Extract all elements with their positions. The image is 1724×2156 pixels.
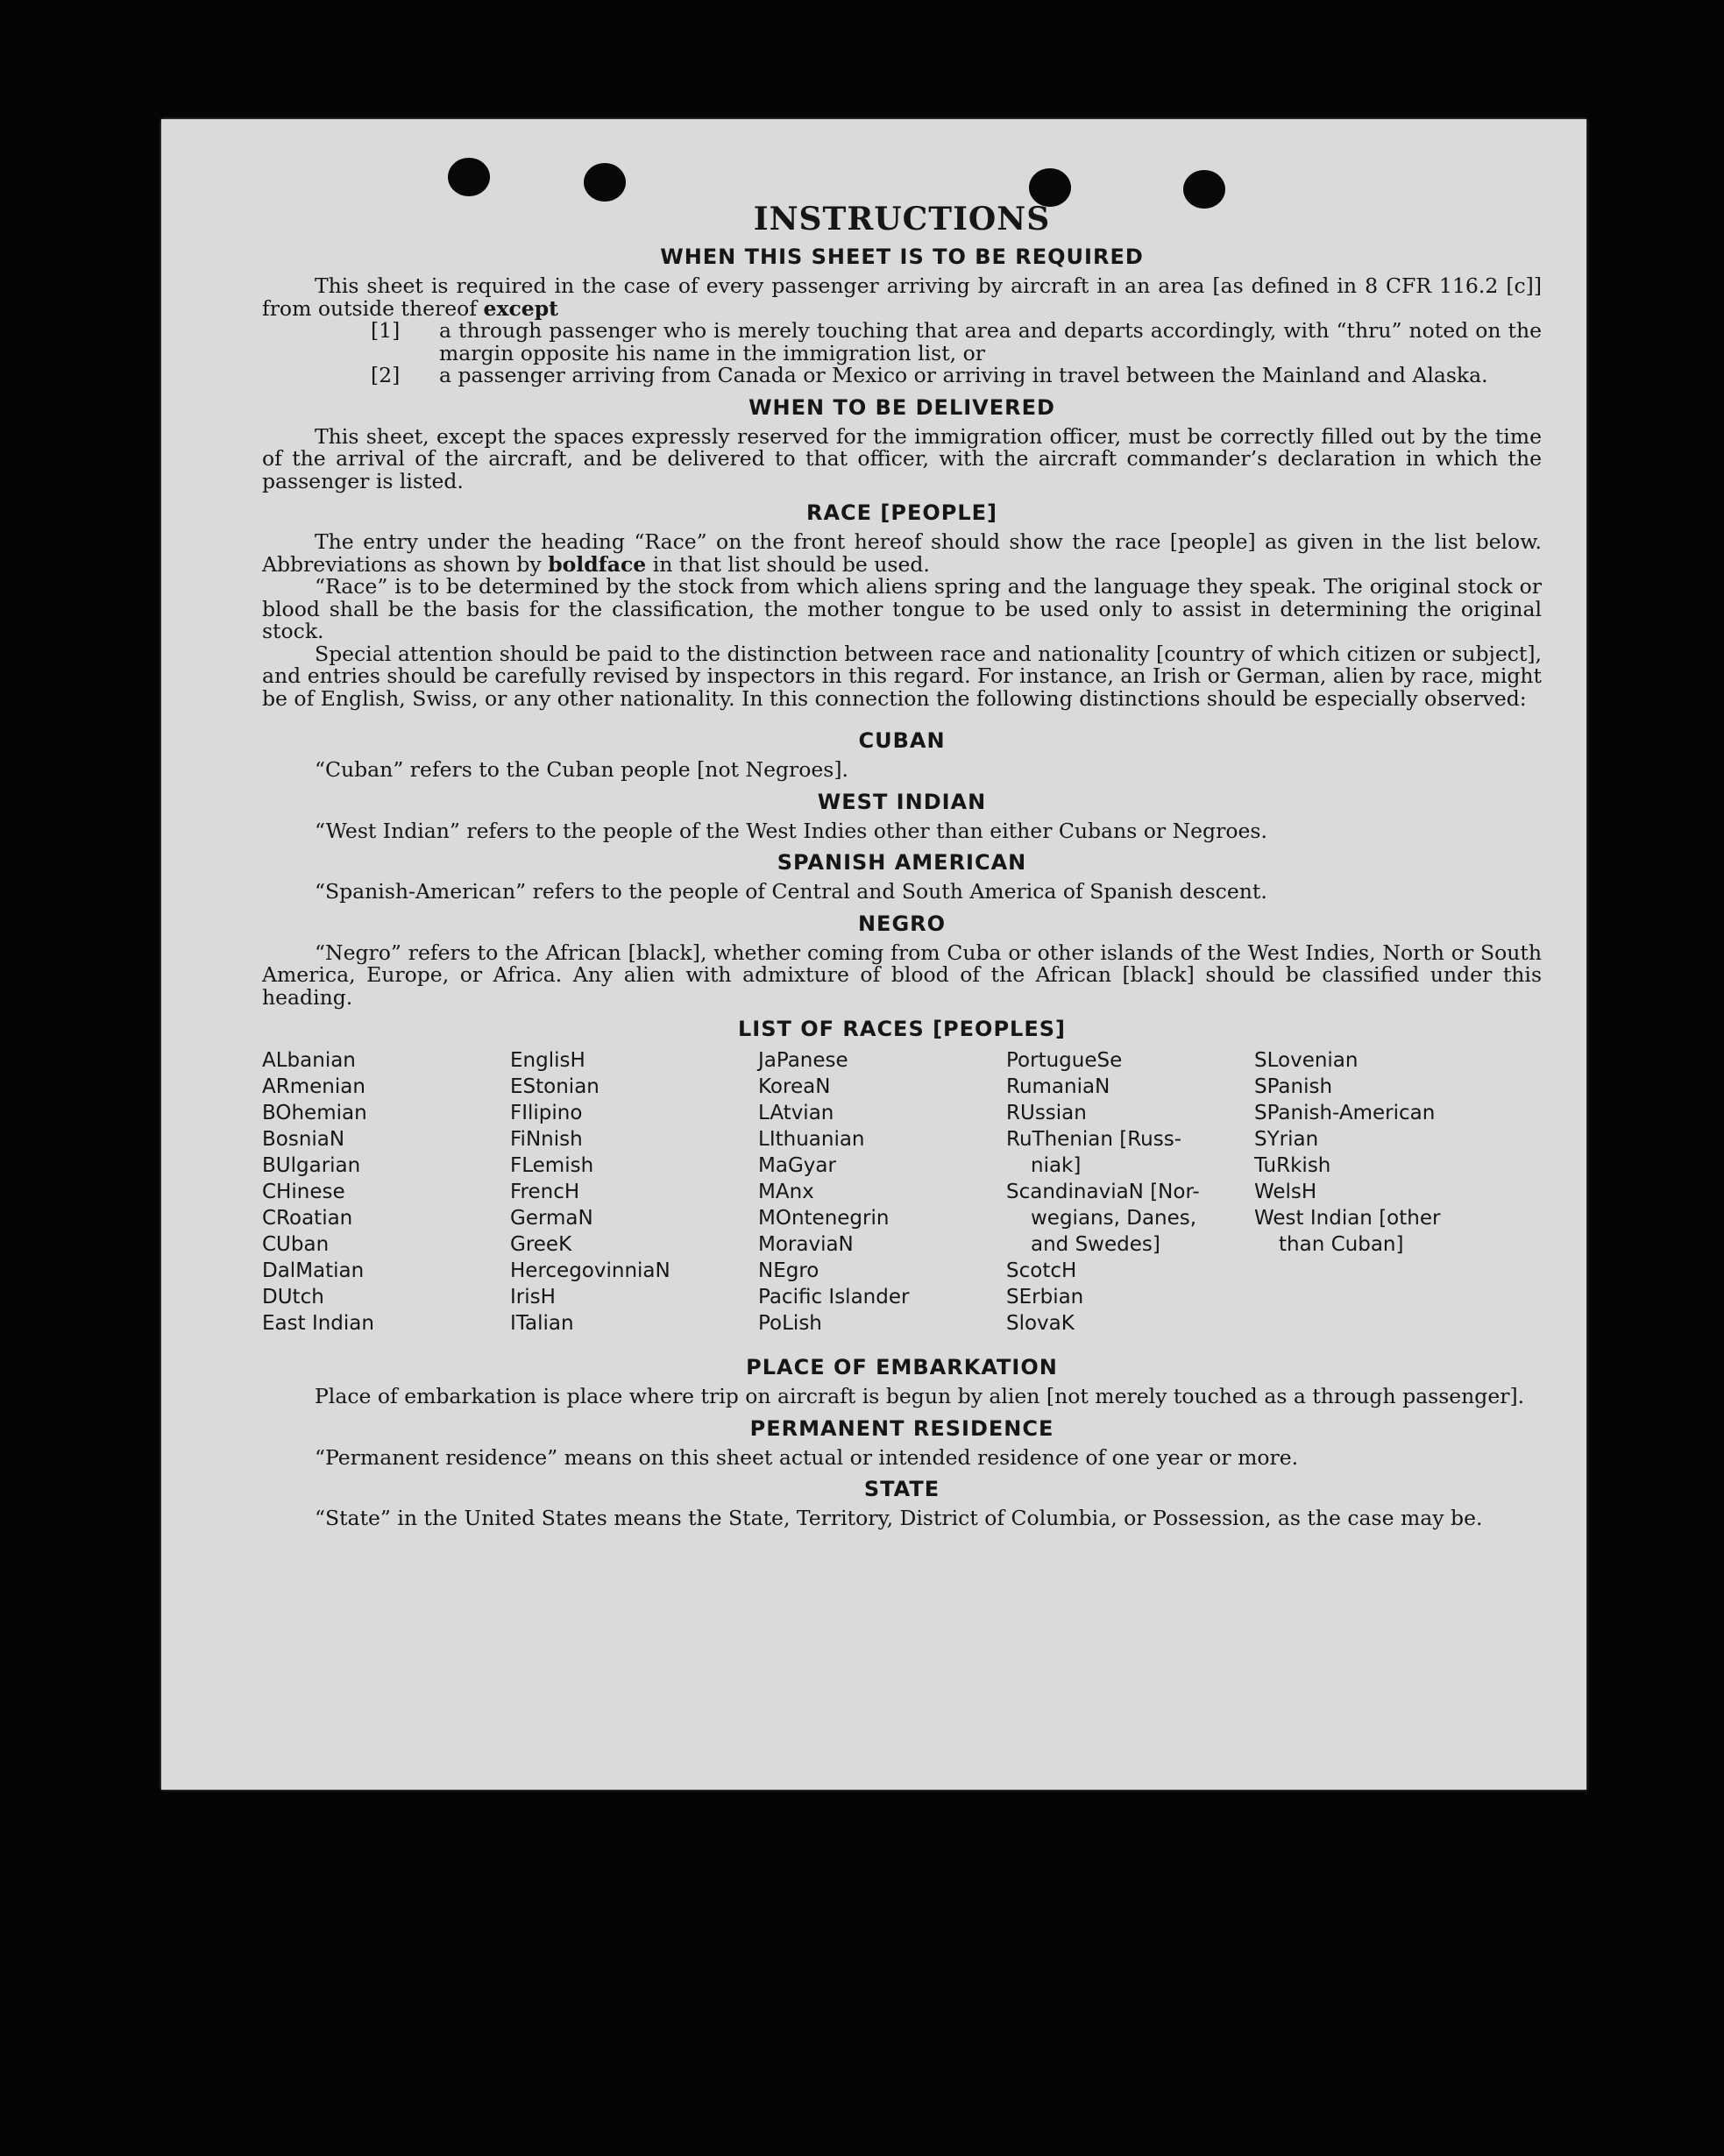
paragraph-spanish-american: “Spanish-American” refers to the people of Central and South America of Spanish descent.: [315, 879, 1267, 904]
race-column-4: [1006, 1047, 1254, 1337]
race-entry: SPanish: [1254, 1075, 1333, 1098]
race-entry: RumaniaN: [1006, 1075, 1110, 1098]
race-entry: FLemish: [510, 1154, 594, 1177]
heading-when-required: WHEN THIS SHEET IS TO BE REQUIRED: [660, 245, 1144, 269]
race-entry: East Indian: [262, 1312, 374, 1335]
race-entry: CRoatian: [262, 1207, 353, 1230]
race-entry: DUtch: [262, 1286, 324, 1308]
race-entry: HercegovinniaN: [510, 1259, 670, 1282]
race-entry: ALbanian: [262, 1049, 356, 1072]
race-entry: LAtvian: [758, 1102, 834, 1124]
heading-when-delivered: WHEN TO BE DELIVERED: [748, 394, 1055, 420]
heading-embarkation: PLACE OF EMBARKATION: [746, 1355, 1058, 1379]
race-entry: ITalian: [510, 1312, 574, 1335]
race-entry: PortugueSe: [1006, 1049, 1123, 1072]
race-entry: wegians, Danes,: [1031, 1207, 1197, 1230]
paragraph-delivered: This sheet, except the spaces expressly reserved for the immigration officer, must be correctly filled out by the time of the arrival of the aircraft, and be delivered to that officer, with the aircraft commander’s declaration in which the passenger is listed.: [262, 423, 1542, 493]
race-entry: EStonian: [510, 1075, 599, 1098]
race-entry: MaGyar: [758, 1154, 836, 1177]
race-entry: ARmenian: [262, 1075, 365, 1098]
heading-cuban: CUBAN: [858, 728, 946, 753]
race-entry: niak]: [1031, 1154, 1082, 1177]
race-entry: GermaN: [510, 1207, 593, 1230]
race-entry: ScotcH: [1006, 1259, 1077, 1282]
heading-state: STATE: [863, 1477, 940, 1501]
boldface-text: boldface: [548, 551, 647, 577]
race-entry: FrencH: [510, 1181, 580, 1203]
race-entry: West Indian [other: [1254, 1207, 1441, 1230]
paragraph-race-2: “Race” is to be determined by the stock from which aliens spring and the language they speak. The original stock or blood shall be the basis for the classification, the mother tongue to be used only to assist in determining the original stock.: [262, 574, 1542, 643]
race-column-1: [262, 1047, 510, 1337]
race-entry: TuRkish: [1254, 1154, 1331, 1177]
paragraph-west-indian: “West Indian” refers to the people of the West Indies other than either Cubans or Negroes.: [315, 818, 1267, 843]
race-column-2: [510, 1047, 758, 1337]
race-entry: WelsH: [1254, 1181, 1317, 1203]
exception-item-1: [262, 320, 1542, 365]
race-column-5: [1254, 1047, 1502, 1337]
race-entry: RuThenian [Russ-: [1006, 1128, 1182, 1151]
heading-list-of-races: LIST OF RACES [PEOPLES]: [738, 1017, 1066, 1041]
punch-hole-2: [584, 163, 626, 202]
race-column-3: [758, 1047, 1006, 1337]
race-entry: RUssian: [1006, 1102, 1087, 1124]
paragraph-race-3: Special attention should be paid to the distinction between race and nationality [country of which citizen or subject], and entries should be carefully revised by inspectors in this regard. For instance, an Irish or German, alien by race, might be of English, Swiss, or any other nationality. In this connection the following distinctions should be especially observed:: [262, 641, 1542, 711]
paragraph-race-1a: The entry under the heading “Race” on the front hereof should show the race [people] as given in the list below. Abbreviations as shown by: [262, 529, 1542, 577]
race-entry: FiNnish: [510, 1128, 583, 1151]
race-entry: SlovaK: [1006, 1312, 1075, 1335]
race-entry: DalMatian: [262, 1259, 365, 1282]
race-entry: SErbian: [1006, 1286, 1084, 1308]
race-entry: ScandinaviaN [Nor-: [1006, 1181, 1200, 1203]
exception-text-2: a passenger arriving from Canada or Mexico or arriving in travel between the Mainland and Alaska.: [439, 363, 1488, 387]
document-title: INSTRUCTIONS: [753, 201, 1051, 238]
heading-west-indian: WEST INDIAN: [817, 789, 987, 814]
punch-hole-1: [448, 158, 490, 196]
race-entry: CHinese: [262, 1181, 345, 1203]
race-entry: PoLish: [758, 1312, 822, 1335]
paragraph-race-1b: in that list should be used.: [652, 551, 930, 577]
race-entry: NEgro: [758, 1259, 819, 1282]
race-entry: JaPanese: [758, 1049, 848, 1072]
except-bold-text: except: [483, 295, 559, 321]
paragraph-embarkation: Place of embarkation is place where trip on aircraft is begun by alien [not merely touched as a through passenger].: [315, 1384, 1525, 1408]
race-entry: BOhemian: [262, 1102, 367, 1124]
document-sheet: [161, 119, 1586, 1790]
race-entry: BosniaN: [262, 1128, 345, 1151]
paragraph-state: “State” in the United States means the State, Territory, District of Columbia, or Possession, as the case may be.: [315, 1506, 1483, 1530]
heading-permanent-residence: PERMANENT RESIDENCE: [749, 1415, 1054, 1441]
race-entry: and Swedes]: [1031, 1233, 1160, 1256]
paragraph-negro: “Negro” refers to the African [black], whether coming from Cuba or other islands of the West Indies, North or South America, Europe, or Africa. Any alien with admixture of blood of the African [black] should be classified under this heading.: [262, 940, 1542, 1010]
race-entry: MOntenegrin: [758, 1207, 890, 1230]
instructions-body: [262, 202, 1542, 1530]
race-entry: KoreaN: [758, 1075, 831, 1098]
heading-spanish-american: SPANISH AMERICAN: [777, 850, 1027, 875]
exception-number-2: [2]: [371, 363, 401, 387]
race-entry: MAnx: [758, 1181, 814, 1203]
paragraph-permanent-residence: “Permanent residence” means on this sheet actual or intended residence of one year or more.: [315, 1444, 1299, 1470]
paragraph-required-text: This sheet is required in the case of every passenger arriving by aircraft in an area [as defined in 8 CFR 116.2 [c]] from outside thereof: [262, 273, 1542, 321]
race-entry: CUban: [262, 1233, 330, 1256]
race-entry: than Cuban]: [1279, 1233, 1404, 1256]
race-entry: LIthuanian: [758, 1128, 865, 1151]
race-entry: FIlipino: [510, 1102, 583, 1124]
race-entry: MoraviaN: [758, 1233, 854, 1256]
heading-race: RACE [PEOPLE]: [805, 500, 998, 525]
race-entry: SLovenian: [1254, 1049, 1359, 1072]
heading-negro: NEGRO: [857, 911, 947, 936]
race-entry: BUlgarian: [262, 1154, 361, 1177]
race-entry: GreeK: [510, 1233, 572, 1256]
paragraph-cuban: “Cuban” refers to the Cuban people [not Negroes].: [315, 757, 849, 782]
exception-text-1: a through passenger who is merely touching that area and departs accordingly, with “thru” noted on the margin opposite his name in the immigration list, or: [439, 318, 1542, 365]
paragraph-required: [262, 275, 1542, 320]
paragraph-race-1: [262, 531, 1542, 576]
race-list: [262, 1047, 1542, 1337]
exception-number-1: [1]: [371, 318, 401, 343]
race-entry: EnglisH: [510, 1049, 585, 1072]
race-entry: Pacific Islander: [758, 1286, 910, 1308]
exception-item-2: [262, 365, 1542, 387]
race-entry: SYrian: [1254, 1128, 1319, 1151]
race-entry: SPanish-American: [1254, 1102, 1436, 1124]
race-entry: IrisH: [510, 1286, 556, 1308]
